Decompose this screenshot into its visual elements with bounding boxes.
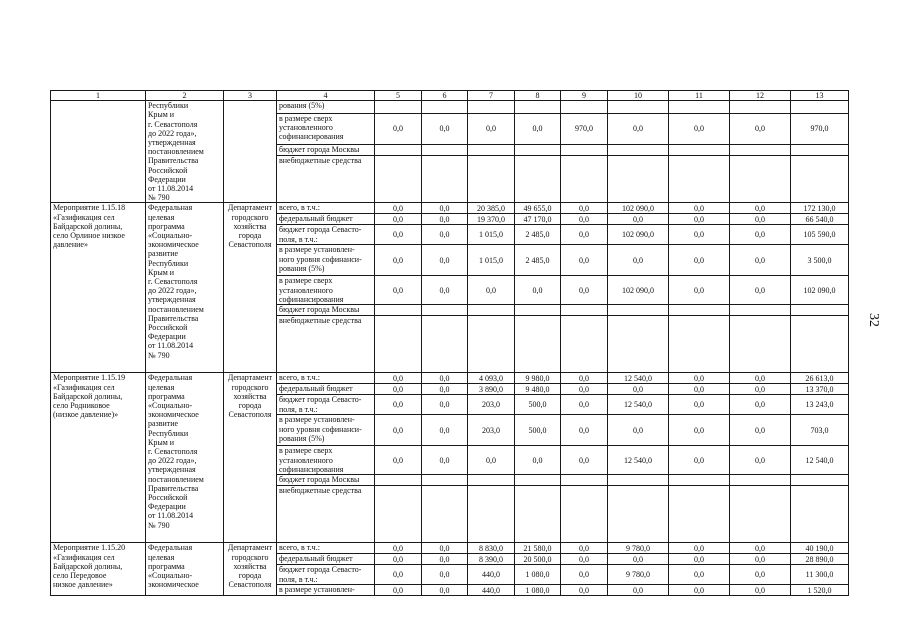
value-cell: 0,0	[608, 113, 669, 144]
value-cell: 0,0	[375, 276, 422, 305]
value-cell	[730, 305, 791, 316]
value-cell: 20 500,0	[515, 554, 561, 565]
value-cell	[468, 145, 515, 156]
value-cell: 0,0	[422, 113, 468, 144]
value-cell	[375, 305, 422, 316]
value-cell: 0,0	[669, 245, 730, 276]
value-cell: 49 655,0	[515, 203, 561, 214]
table-body	[51, 91, 849, 596]
value-cell: 0,0	[422, 395, 468, 415]
value-cell: 440,0	[468, 585, 515, 596]
value-cell: 0,0	[375, 384, 422, 395]
value-cell: 0,0	[422, 214, 468, 225]
value-cell	[791, 156, 849, 203]
funding-source-cell: бюджет города Севасто- поля, в т.ч.:	[277, 565, 375, 585]
value-cell: 0,0	[422, 384, 468, 395]
value-cell: 0,0	[669, 565, 730, 585]
value-cell: 13 370,0	[791, 384, 849, 395]
value-cell	[561, 145, 608, 156]
funding-source-cell: бюджет города Москвы	[277, 305, 375, 316]
value-cell	[422, 305, 468, 316]
value-cell: 21 580,0	[515, 543, 561, 554]
value-cell: 0,0	[730, 214, 791, 225]
value-cell: 0,0	[375, 565, 422, 585]
value-cell: 0,0	[669, 203, 730, 214]
value-cell: 203,0	[468, 415, 515, 446]
funding-source-cell: в размере сверх установленного софинансирования	[277, 276, 375, 305]
value-cell: 0,0	[608, 214, 669, 225]
program-cell: Федеральная целевая программа «Социально- экономическое	[146, 543, 224, 596]
value-cell	[561, 101, 608, 114]
value-cell: 2 485,0	[515, 245, 561, 276]
funding-source-cell: в размере установлен-	[277, 585, 375, 596]
value-cell	[730, 101, 791, 114]
value-cell	[422, 475, 468, 486]
value-cell: 12 540,0	[608, 446, 669, 475]
value-cell	[561, 305, 608, 316]
value-cell	[375, 475, 422, 486]
value-cell: 0,0	[608, 585, 669, 596]
funding-source-cell: в размере сверх установленного софинансирования	[277, 446, 375, 475]
value-cell: 1 520,0	[791, 585, 849, 596]
value-cell	[515, 145, 561, 156]
program-cell: Федеральная целевая программа «Социально- экономическое развитие Республики Крым и г. Севастополя до 2022 года», утвержденная постановлением Правительства Российской Федерации от 11.08.2014 № 790	[146, 373, 224, 543]
value-cell: 0,0	[561, 446, 608, 475]
value-cell: 0,0	[730, 225, 791, 245]
value-cell: 0,0	[468, 276, 515, 305]
value-cell: 0,0	[375, 446, 422, 475]
value-cell	[669, 475, 730, 486]
value-cell: 970,0	[561, 113, 608, 144]
funding-source-cell: всего, в т.ч.:	[277, 203, 375, 214]
table-row	[51, 101, 849, 114]
value-cell: 0,0	[375, 395, 422, 415]
value-cell: 20 385,0	[468, 203, 515, 214]
header-cell: 5	[375, 91, 422, 101]
value-cell: 0,0	[422, 245, 468, 276]
value-cell	[669, 316, 730, 373]
value-cell: 0,0	[608, 415, 669, 446]
funding-source-cell: федеральный бюджет	[277, 384, 375, 395]
value-cell: 0,0	[669, 395, 730, 415]
value-cell: 0,0	[375, 225, 422, 245]
value-cell: 0,0	[669, 554, 730, 565]
funding-source-cell: всего, в т.ч.:	[277, 373, 375, 384]
value-cell: 0,0	[561, 225, 608, 245]
value-cell: 500,0	[515, 395, 561, 415]
funding-source-cell: внебюджетные средства	[277, 486, 375, 543]
value-cell: 0,0	[375, 373, 422, 384]
value-cell	[608, 486, 669, 543]
value-cell: 9 780,0	[608, 565, 669, 585]
executor-cell: Департамент городского хозяйства города Севастополя	[224, 373, 277, 543]
value-cell: 0,0	[515, 113, 561, 144]
value-cell: 0,0	[375, 585, 422, 596]
value-cell: 0,0	[561, 276, 608, 305]
activity-name-cell: Мероприятие 1.15.19 «Газификация сел Байдарской долины, село Родниковое (низкое давление)»	[51, 373, 146, 543]
value-cell: 0,0	[669, 276, 730, 305]
header-row	[51, 91, 849, 101]
value-cell: 1 015,0	[468, 245, 515, 276]
header-cell: 7	[468, 91, 515, 101]
value-cell	[791, 316, 849, 373]
value-cell: 0,0	[422, 446, 468, 475]
value-cell: 12 540,0	[791, 446, 849, 475]
value-cell: 0,0	[375, 214, 422, 225]
value-cell	[375, 156, 422, 203]
value-cell: 0,0	[669, 384, 730, 395]
value-cell: 0,0	[730, 203, 791, 214]
value-cell: 0,0	[730, 446, 791, 475]
value-cell: 102 090,0	[791, 276, 849, 305]
funding-source-cell: всего, в т.ч.:	[277, 543, 375, 554]
value-cell	[669, 145, 730, 156]
executor-cell: Департамент городского хозяйства города Севастополя	[224, 203, 277, 373]
value-cell: 0,0	[561, 395, 608, 415]
value-cell	[375, 316, 422, 373]
header-cell: 1	[51, 91, 146, 101]
value-cell	[422, 156, 468, 203]
value-cell: 9 980,0	[515, 373, 561, 384]
value-cell: 40 190,0	[791, 543, 849, 554]
value-cell: 703,0	[791, 415, 849, 446]
value-cell	[730, 475, 791, 486]
value-cell: 105 590,0	[791, 225, 849, 245]
activity-name-cell: Мероприятие 1.15.20 «Газификация сел Байдарской долины, село Передовое низкое давление»	[51, 543, 146, 596]
value-cell	[375, 101, 422, 114]
value-cell: 203,0	[468, 395, 515, 415]
value-cell: 0,0	[515, 446, 561, 475]
value-cell	[422, 316, 468, 373]
value-cell: 1 080,0	[515, 565, 561, 585]
value-cell	[669, 156, 730, 203]
page-number: 32	[866, 313, 881, 327]
value-cell: 0,0	[730, 276, 791, 305]
value-cell: 0,0	[669, 543, 730, 554]
value-cell	[608, 156, 669, 203]
value-cell: 12 540,0	[608, 373, 669, 384]
value-cell	[669, 486, 730, 543]
header-cell: 2	[146, 91, 224, 101]
funding-source-cell: федеральный бюджет	[277, 554, 375, 565]
value-cell: 102 090,0	[608, 203, 669, 214]
value-cell	[515, 475, 561, 486]
value-cell	[375, 486, 422, 543]
value-cell: 102 090,0	[608, 276, 669, 305]
funding-source-cell: внебюджетные средства	[277, 316, 375, 373]
value-cell: 0,0	[422, 554, 468, 565]
value-cell: 0,0	[561, 203, 608, 214]
value-cell: 0,0	[730, 543, 791, 554]
activity-name-cell	[51, 101, 146, 203]
funding-source-cell: рования (5%)	[277, 101, 375, 114]
value-cell	[422, 486, 468, 543]
header-cell: 12	[730, 91, 791, 101]
value-cell	[468, 316, 515, 373]
funding-source-cell: бюджет города Москвы	[277, 145, 375, 156]
value-cell	[561, 475, 608, 486]
header-cell: 10	[608, 91, 669, 101]
value-cell: 0,0	[422, 203, 468, 214]
value-cell: 0,0	[515, 276, 561, 305]
header-cell: 9	[561, 91, 608, 101]
value-cell: 9 780,0	[608, 543, 669, 554]
value-cell: 440,0	[468, 565, 515, 585]
value-cell: 0,0	[422, 373, 468, 384]
value-cell: 970,0	[791, 113, 849, 144]
value-cell: 0,0	[730, 554, 791, 565]
value-cell: 0,0	[561, 214, 608, 225]
header-cell: 4	[277, 91, 375, 101]
value-cell: 0,0	[561, 543, 608, 554]
value-cell: 0,0	[375, 245, 422, 276]
value-cell	[468, 305, 515, 316]
value-cell	[669, 101, 730, 114]
value-cell: 0,0	[375, 113, 422, 144]
value-cell: 19 370,0	[468, 214, 515, 225]
value-cell: 0,0	[422, 585, 468, 596]
value-cell	[515, 101, 561, 114]
value-cell: 0,0	[730, 585, 791, 596]
value-cell: 1 080,0	[515, 585, 561, 596]
value-cell: 500,0	[515, 415, 561, 446]
value-cell: 0,0	[730, 565, 791, 585]
funding-source-cell: бюджет города Москвы	[277, 475, 375, 486]
table-row	[51, 543, 849, 554]
value-cell: 0,0	[561, 373, 608, 384]
funding-source-cell: в размере сверх установленного софинансирования	[277, 113, 375, 144]
header-cell: 3	[224, 91, 277, 101]
header-cell: 8	[515, 91, 561, 101]
value-cell: 28 890,0	[791, 554, 849, 565]
value-cell: 0,0	[561, 245, 608, 276]
value-cell: 172 130,0	[791, 203, 849, 214]
value-cell: 1 015,0	[468, 225, 515, 245]
value-cell: 0,0	[468, 113, 515, 144]
program-cell: Федеральная целевая программа «Социально- экономическое развитие Республики Крым и г. Севастополя до 2022 года», утвержденная постановлением Правительства Российской Федерации от 11.08.2014 № 790	[146, 203, 224, 373]
value-cell	[515, 316, 561, 373]
value-cell: 0,0	[669, 415, 730, 446]
value-cell: 4 093,0	[468, 373, 515, 384]
value-cell: 47 170,0	[515, 214, 561, 225]
value-cell: 13 243,0	[791, 395, 849, 415]
value-cell: 0,0	[375, 543, 422, 554]
value-cell: 0,0	[730, 415, 791, 446]
value-cell: 0,0	[561, 415, 608, 446]
value-cell: 0,0	[669, 585, 730, 596]
value-cell	[791, 486, 849, 543]
activity-name-cell: Мероприятие 1.15.18 «Газификация сел Байдарской долины, село Орлиное низкое давление»	[51, 203, 146, 373]
value-cell: 0,0	[422, 415, 468, 446]
value-cell	[791, 305, 849, 316]
value-cell: 0,0	[730, 373, 791, 384]
value-cell: 12 540,0	[608, 395, 669, 415]
value-cell: 11 300,0	[791, 565, 849, 585]
value-cell: 0,0	[375, 203, 422, 214]
value-cell: 102 090,0	[608, 225, 669, 245]
program-cell: Республики Крым и г. Севастополя до 2022 года», утвержденная постановлением Правительства Российской Федерации от 11.08.2014 № 790	[146, 101, 224, 203]
funding-source-cell: бюджет города Севасто- поля, в т.ч.:	[277, 395, 375, 415]
value-cell	[422, 145, 468, 156]
value-cell: 0,0	[422, 276, 468, 305]
value-cell: 0,0	[468, 446, 515, 475]
value-cell	[791, 101, 849, 114]
value-cell: 0,0	[608, 384, 669, 395]
value-cell: 0,0	[730, 384, 791, 395]
value-cell: 0,0	[561, 585, 608, 596]
value-cell: 0,0	[669, 373, 730, 384]
value-cell	[468, 486, 515, 543]
value-cell: 8 390,0	[468, 554, 515, 565]
value-cell	[791, 145, 849, 156]
value-cell: 0,0	[730, 113, 791, 144]
value-cell: 0,0	[669, 214, 730, 225]
value-cell	[561, 156, 608, 203]
funding-source-cell: внебюджетные средства	[277, 156, 375, 203]
value-cell: 0,0	[669, 225, 730, 245]
value-cell	[422, 101, 468, 114]
funding-source-cell: в размере установлен- ного уровня софинанси- рования (5%)	[277, 415, 375, 446]
value-cell	[515, 305, 561, 316]
value-cell	[608, 145, 669, 156]
value-cell: 3 500,0	[791, 245, 849, 276]
value-cell	[730, 316, 791, 373]
value-cell	[608, 101, 669, 114]
value-cell	[608, 316, 669, 373]
value-cell: 8 830,0	[468, 543, 515, 554]
value-cell: 0,0	[608, 245, 669, 276]
value-cell	[468, 101, 515, 114]
value-cell	[730, 156, 791, 203]
value-cell	[515, 486, 561, 543]
funding-source-cell: бюджет города Севасто- поля, в т.ч.:	[277, 225, 375, 245]
value-cell: 0,0	[669, 446, 730, 475]
value-cell	[791, 475, 849, 486]
funding-source-cell: в размере установлен- ного уровня софинанси- рования (5%)	[277, 245, 375, 276]
value-cell	[730, 145, 791, 156]
value-cell	[669, 305, 730, 316]
value-cell: 0,0	[669, 113, 730, 144]
value-cell	[375, 145, 422, 156]
executor-cell: Департамент городского хозяйства города Севастополя	[224, 543, 277, 596]
value-cell: 66 540,0	[791, 214, 849, 225]
value-cell	[561, 316, 608, 373]
value-cell: 26 613,0	[791, 373, 849, 384]
budget-table	[50, 90, 849, 596]
value-cell: 9 480,0	[515, 384, 561, 395]
value-cell	[561, 486, 608, 543]
value-cell: 0,0	[561, 554, 608, 565]
header-cell: 11	[669, 91, 730, 101]
value-cell: 2 485,0	[515, 225, 561, 245]
value-cell: 0,0	[561, 384, 608, 395]
value-cell: 0,0	[608, 554, 669, 565]
value-cell	[515, 156, 561, 203]
value-cell: 0,0	[422, 543, 468, 554]
value-cell: 0,0	[375, 415, 422, 446]
value-cell	[468, 475, 515, 486]
table-row	[51, 373, 849, 384]
value-cell	[468, 156, 515, 203]
value-cell: 0,0	[561, 565, 608, 585]
value-cell: 3 890,0	[468, 384, 515, 395]
funding-source-cell: федеральный бюджет	[277, 214, 375, 225]
value-cell: 0,0	[730, 395, 791, 415]
value-cell: 0,0	[422, 565, 468, 585]
value-cell	[608, 475, 669, 486]
table-row	[51, 203, 849, 214]
executor-cell	[224, 101, 277, 203]
header-cell: 6	[422, 91, 468, 101]
value-cell: 0,0	[375, 554, 422, 565]
value-cell: 0,0	[422, 225, 468, 245]
value-cell	[608, 305, 669, 316]
header-cell: 13	[791, 91, 849, 101]
value-cell: 0,0	[730, 245, 791, 276]
value-cell	[730, 486, 791, 543]
